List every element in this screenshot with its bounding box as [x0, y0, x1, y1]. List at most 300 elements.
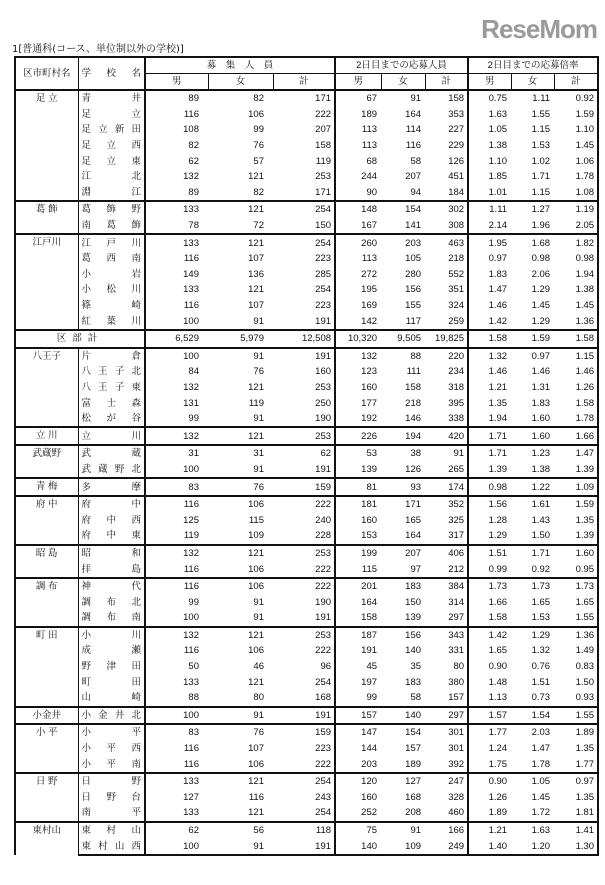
- header-female: 女: [381, 74, 425, 91]
- recruit-male-cell: 131: [183, 397, 199, 409]
- applicants-female-cell: 139: [405, 612, 422, 624]
- ward-name: 八王子: [15, 348, 78, 428]
- recruit-female-cell: 121: [208, 545, 273, 562]
- applicants-male-cell: 157: [335, 707, 381, 725]
- ratio-female-cell: 1.78: [531, 758, 551, 770]
- ward-name: 葛 飾: [15, 201, 78, 234]
- header-male: 男: [335, 74, 381, 91]
- applicants-female-cell: 117: [405, 315, 422, 327]
- applicants-total-cell: 301: [425, 741, 468, 757]
- ratio-total-cell: 1.19: [554, 201, 598, 218]
- applicants-total-cell: 227: [425, 122, 468, 138]
- recruit-male-cell: 83: [145, 724, 208, 741]
- ratio-male-cell: 1.73: [468, 578, 511, 595]
- table-row: [15, 282, 598, 298]
- applicants-male-cell: 195: [361, 284, 378, 296]
- applicants-male-cell: 181: [335, 496, 381, 513]
- applicants-male-cell: 113: [361, 124, 378, 136]
- applicants-male-cell: 153: [361, 530, 378, 542]
- table-row: [15, 298, 598, 314]
- applicants-male-cell: 160: [361, 381, 378, 393]
- recruit-female-cell: 121: [208, 234, 273, 251]
- ratio-male-cell: 1.21: [488, 381, 508, 393]
- recruit-female-cell: 121: [248, 171, 264, 183]
- ratio-total-cell: 0.98: [554, 251, 598, 267]
- ratio-total-cell: 0.97: [554, 773, 598, 790]
- recruit-female-cell: 91: [208, 838, 273, 855]
- recruit-female-cell: 80: [253, 692, 264, 704]
- applicants-female-cell: 157: [405, 743, 422, 755]
- recruit-total-cell: 222: [273, 107, 335, 123]
- recruit-total-cell: 253: [273, 427, 335, 445]
- applicants-female-cell: 156: [381, 627, 425, 644]
- table-row: [15, 594, 598, 610]
- header-total: 計: [554, 74, 598, 91]
- table-row: [15, 790, 598, 806]
- applicants-female-cell: 171: [381, 496, 425, 513]
- recruit-male-cell: 78: [188, 220, 199, 232]
- school-name: 富士森: [78, 395, 145, 411]
- ward-name: 調 布: [15, 578, 78, 627]
- recruit-male-cell: 82: [188, 140, 199, 152]
- school-name: 紅葉川: [78, 313, 145, 330]
- table-row: [15, 169, 598, 185]
- table-row: [15, 756, 598, 773]
- applicants-total-cell: 301: [425, 724, 468, 741]
- recruit-total-cell: 222: [273, 643, 335, 659]
- ratio-total-cell: 1.81: [554, 805, 598, 822]
- ratio-male-cell: 1.58: [488, 612, 508, 624]
- table-row: [15, 578, 598, 595]
- recruit-total-cell: 254: [273, 674, 335, 690]
- recruit-male-cell: 6,529: [145, 330, 208, 348]
- applicants-female-cell: 140: [405, 645, 422, 657]
- recruit-total-cell: 191: [273, 313, 335, 330]
- applicants-female-cell: 127: [381, 773, 425, 790]
- ward-name: 足 立: [15, 90, 78, 201]
- ratio-male-cell: 0.75: [468, 90, 511, 107]
- ratio-male-cell: 1.13: [488, 692, 508, 704]
- recruit-female-cell: 82: [253, 186, 264, 198]
- recruit-female-cell: 136: [248, 268, 264, 280]
- recruit-female-cell: 106: [208, 496, 273, 513]
- applicants-total-cell: 212: [425, 561, 468, 578]
- school-name: 南平: [78, 805, 145, 822]
- applicants-male-cell: 160: [361, 791, 378, 803]
- ratio-total-cell: 0.95: [554, 561, 598, 578]
- recruit-female-cell: 116: [248, 791, 264, 803]
- recruit-female-cell: 82: [208, 90, 273, 107]
- applicants-female-cell: 114: [405, 124, 422, 136]
- applicants-male-cell: 189: [361, 108, 378, 120]
- applicants-female-cell: 156: [405, 284, 422, 296]
- ratio-total-cell: 1.47: [554, 445, 598, 462]
- applicants-total-cell: 392: [425, 756, 468, 773]
- recruit-female-cell: 72: [253, 220, 264, 232]
- applicants-female-cell: 155: [405, 300, 422, 312]
- applicants-total-cell: 331: [425, 643, 468, 659]
- school-name: 調布北: [78, 594, 145, 610]
- applicants-male-cell: 142: [361, 315, 378, 327]
- table-row: [15, 610, 598, 627]
- ratio-total-cell: 1.08: [554, 185, 598, 202]
- recruit-female-cell: 119: [248, 397, 264, 409]
- ratio-male-cell: 1.47: [488, 284, 508, 296]
- recruit-male-cell: 50: [188, 661, 199, 673]
- ratio-male-cell: 1.48: [488, 676, 508, 688]
- recruit-total-cell: 150: [273, 218, 335, 235]
- school-name: 足立東: [78, 153, 145, 169]
- ratio-female-cell: 1.15: [531, 124, 551, 136]
- applicants-total-cell: 265: [425, 462, 468, 479]
- applicants-total-cell: 174: [425, 478, 468, 496]
- ratio-total-cell: 1.94: [554, 267, 598, 283]
- school-name: 葛飾野: [78, 201, 145, 218]
- recruit-female-cell: 76: [253, 366, 264, 378]
- table-row: [15, 218, 598, 235]
- ratio-male-cell: 1.39: [488, 463, 508, 475]
- applicants-female-cell: 93: [381, 478, 425, 496]
- ratio-female-cell: 1.54: [511, 707, 554, 725]
- ratio-female-cell: 1.68: [511, 234, 554, 251]
- ratio-male-cell: 1.58: [468, 330, 511, 348]
- applicants-total-cell: 247: [425, 773, 468, 790]
- recruit-female-cell: 76: [253, 140, 264, 152]
- applicants-female-cell: 126: [405, 463, 422, 475]
- ratio-total-cell: 1.45: [554, 298, 598, 314]
- header-male: 男: [468, 74, 511, 91]
- ratio-female-cell: 1.63: [511, 822, 554, 839]
- recruit-male-cell: 100: [145, 707, 208, 725]
- school-name: 松が谷: [78, 411, 145, 428]
- table-row: [15, 462, 598, 479]
- header-total: 計: [425, 74, 468, 91]
- ratio-total-cell: 1.55: [554, 707, 598, 725]
- applicants-male-cell: 140: [335, 838, 381, 855]
- applicants-female-cell: 9,505: [381, 330, 425, 348]
- recruit-total-cell: 191: [273, 348, 335, 365]
- applicants-female-cell: 154: [381, 724, 425, 741]
- ratio-total-cell: 1.89: [554, 724, 598, 741]
- ratio-total-cell: 1.35: [554, 741, 598, 757]
- recruit-total-cell: 253: [273, 627, 335, 644]
- table-row: [15, 528, 598, 545]
- applicants-female-cell: 35: [410, 661, 422, 673]
- recruit-male-cell: 132: [183, 381, 199, 393]
- applicants-female-cell: 168: [405, 791, 422, 803]
- ratio-female-cell: 1.46: [531, 366, 551, 378]
- table-row: [15, 674, 598, 690]
- ratio-male-cell: 1.26: [488, 791, 508, 803]
- recruit-male-cell: 133: [183, 676, 199, 688]
- ratio-male-cell: 1.56: [468, 496, 511, 513]
- school-name: 足立西: [78, 138, 145, 154]
- ratio-total-cell: 1.35: [554, 512, 598, 528]
- ratio-total-cell: 1.60: [554, 545, 598, 562]
- ratio-female-cell: 1.53: [531, 140, 551, 152]
- header-ward: 区市町村名: [15, 57, 78, 90]
- recruit-male-cell: 116: [183, 300, 199, 312]
- ratio-female-cell: 1.45: [531, 791, 551, 803]
- recruit-female-cell: 91: [208, 348, 273, 365]
- recruit-female-cell: 106: [248, 758, 264, 770]
- recruit-female-cell: 109: [248, 530, 264, 542]
- header-female: 女: [208, 74, 273, 91]
- applicants-male-cell: 158: [361, 612, 378, 624]
- applicants-total-cell: 314: [425, 594, 468, 610]
- applicants-female-cell: 150: [405, 596, 422, 608]
- recruit-male-cell: 149: [183, 268, 199, 280]
- school-name: 八王子東: [78, 380, 145, 396]
- applicants-female-cell: 116: [405, 140, 422, 152]
- ward-name: 青 梅: [15, 478, 78, 496]
- ratio-male-cell: 0.99: [488, 563, 508, 575]
- ratio-total-cell: 1.55: [554, 610, 598, 627]
- table-row: [15, 122, 598, 138]
- applicants-total-cell: 308: [425, 218, 468, 235]
- ratio-male-cell: 1.42: [468, 627, 511, 644]
- recruit-male-cell: 100: [145, 348, 208, 365]
- table-row: [15, 741, 598, 757]
- ratio-female-cell: 0.92: [531, 563, 551, 575]
- ward-name: 立 川: [15, 427, 78, 445]
- table-row: [15, 90, 598, 107]
- school-name: 小平: [78, 724, 145, 741]
- header-school: 学 校 名: [78, 57, 145, 90]
- ratio-male-cell: 1.35: [488, 397, 508, 409]
- recruit-female-cell: 107: [248, 253, 264, 265]
- recruit-total-cell: 254: [273, 201, 335, 218]
- school-name: 八王子北: [78, 364, 145, 380]
- table-row: [15, 395, 598, 411]
- recruit-total-cell: 223: [273, 741, 335, 757]
- recruit-total-cell: 171: [273, 185, 335, 202]
- recruit-female-cell: 91: [253, 315, 264, 327]
- school-name: 片倉: [78, 348, 145, 365]
- applicants-total-cell: 325: [425, 512, 468, 528]
- recruit-male-cell: 132: [145, 627, 208, 644]
- recruit-total-cell: 223: [273, 251, 335, 267]
- applicants-male-cell: 53: [335, 445, 381, 462]
- school-name: 篠崎: [78, 298, 145, 314]
- applicants-total-cell: 318: [425, 380, 468, 396]
- recruit-male-cell: 62: [188, 155, 199, 167]
- applicants-total-cell: 158: [425, 90, 468, 107]
- school-name: 調布南: [78, 610, 145, 627]
- applicants-male-cell: 68: [366, 155, 378, 167]
- table-row: [15, 267, 598, 283]
- recruit-total-cell: 228: [273, 528, 335, 545]
- applicants-total-cell: 157: [425, 690, 468, 707]
- applicants-female-cell: 88: [381, 348, 425, 365]
- applicants-female-cell: 183: [405, 676, 422, 688]
- ward-name: 小 平: [15, 724, 78, 773]
- applicants-female-cell: 189: [405, 758, 422, 770]
- applicant-table: [14, 56, 599, 856]
- ratio-total-cell: 0.93: [554, 690, 598, 707]
- ratio-male-cell: 1.85: [488, 171, 508, 183]
- applicants-total-cell: 297: [425, 707, 468, 725]
- applicants-total-cell: 552: [425, 267, 468, 283]
- applicants-female-cell: 194: [381, 427, 425, 445]
- applicants-total-cell: 328: [425, 790, 468, 806]
- applicants-total-cell: 218: [425, 251, 468, 267]
- recruit-total-cell: 222: [273, 756, 335, 773]
- school-name: 多摩: [78, 478, 145, 496]
- recruit-total-cell: 254: [273, 234, 335, 251]
- recruit-total-cell: 253: [273, 380, 335, 396]
- applicants-male-cell: 115: [361, 563, 378, 575]
- applicants-total-cell: 451: [425, 169, 468, 185]
- ratio-female-cell: 1.96: [531, 220, 551, 232]
- recruit-male-cell: 89: [145, 90, 208, 107]
- applicants-male-cell: 132: [335, 348, 381, 365]
- ward-name: 日 野: [15, 773, 78, 822]
- recruit-male-cell: 83: [145, 478, 208, 496]
- ratio-total-cell: 1.26: [554, 380, 598, 396]
- recruit-male-cell: 116: [145, 496, 208, 513]
- recruit-total-cell: 160: [273, 364, 335, 380]
- ratio-total-cell: 0.83: [554, 659, 598, 675]
- ward-name: 小金井: [15, 707, 78, 725]
- ratio-female-cell: 1.83: [531, 397, 551, 409]
- ratio-male-cell: 1.94: [488, 413, 508, 425]
- applicants-male-cell: 120: [335, 773, 381, 790]
- applicants-total-cell: 317: [425, 528, 468, 545]
- ward-name: 武蔵野: [15, 445, 78, 478]
- ratio-male-cell: 1.42: [488, 315, 508, 327]
- applicants-male-cell: 252: [361, 807, 378, 819]
- recruit-male-cell: 132: [145, 545, 208, 562]
- recruit-female-cell: 106: [248, 108, 264, 120]
- applicants-female-cell: 203: [381, 234, 425, 251]
- recruit-total-cell: 191: [273, 462, 335, 479]
- recruit-total-cell: 159: [273, 478, 335, 496]
- header-ratio: 2日目までの応募倍率: [468, 57, 598, 74]
- recruit-female-cell: 121: [208, 201, 273, 218]
- recruit-male-cell: 116: [183, 563, 199, 575]
- recruit-total-cell: 119: [273, 153, 335, 169]
- table-body: [15, 90, 598, 855]
- applicants-female-cell: 111: [406, 366, 422, 378]
- ratio-female-cell: 1.60: [511, 427, 554, 445]
- recruit-male-cell: 125: [183, 514, 199, 526]
- applicants-male-cell: 90: [366, 186, 378, 198]
- applicants-male-cell: 203: [361, 758, 378, 770]
- applicants-male-cell: 148: [335, 201, 381, 218]
- recruit-male-cell: 100: [183, 315, 199, 327]
- ratio-female-cell: 1.38: [531, 463, 551, 475]
- applicants-female-cell: 94: [410, 186, 422, 198]
- school-name: 小川: [78, 627, 145, 644]
- applicants-female-cell: 218: [405, 397, 422, 409]
- recruit-female-cell: 57: [253, 155, 264, 167]
- ratio-female-cell: 1.47: [531, 743, 551, 755]
- recruit-total-cell: 190: [273, 411, 335, 428]
- applicants-female-cell: 91: [381, 90, 425, 107]
- applicants-total-cell: 460: [425, 805, 468, 822]
- school-name: 府中: [78, 496, 145, 513]
- recruit-female-cell: 107: [248, 743, 264, 755]
- applicants-male-cell: 67: [335, 90, 381, 107]
- header-female: 女: [511, 74, 554, 91]
- ratio-total-cell: 1.46: [554, 364, 598, 380]
- school-name: 武蔵野北: [78, 462, 145, 479]
- table-row: [15, 512, 598, 528]
- table-row: [15, 838, 598, 855]
- table-row: [15, 707, 598, 725]
- header-total: 計: [273, 74, 335, 91]
- applicants-female-cell: 38: [381, 445, 425, 462]
- ratio-total-cell: 1.06: [554, 153, 598, 169]
- recruit-male-cell: 84: [188, 366, 199, 378]
- recruit-male-cell: 62: [145, 822, 208, 839]
- ratio-male-cell: 0.97: [488, 253, 508, 265]
- table-row: [15, 445, 598, 462]
- ratio-total-cell: 1.73: [554, 578, 598, 595]
- recruit-total-cell: 243: [273, 790, 335, 806]
- ratio-total-cell: 1.50: [554, 674, 598, 690]
- applicants-male-cell: 113: [361, 253, 378, 265]
- recruit-female-cell: 76: [208, 724, 273, 741]
- school-name: 昭和: [78, 545, 145, 562]
- total-row: [15, 330, 598, 348]
- recruit-male-cell: 132: [183, 171, 199, 183]
- school-name: 江北: [78, 169, 145, 185]
- school-name: 足立: [78, 107, 145, 123]
- applicants-female-cell: 58: [410, 692, 422, 704]
- school-name: 東村山西: [78, 838, 145, 855]
- applicants-total-cell: 19,825: [425, 330, 468, 348]
- ratio-female-cell: 0.76: [531, 661, 551, 673]
- table-title: 1[普通科(コース、単位制以外の学校)]: [12, 44, 184, 55]
- recruit-total-cell: 96: [273, 659, 335, 675]
- ratio-female-cell: 1.23: [511, 445, 554, 462]
- applicants-total-cell: 353: [425, 107, 468, 123]
- ratio-male-cell: 1.75: [488, 758, 508, 770]
- table-row: [15, 822, 598, 839]
- recruit-female-cell: 121: [248, 807, 264, 819]
- ratio-male-cell: 1.89: [488, 807, 508, 819]
- school-name: 府中西: [78, 512, 145, 528]
- recruit-female-cell: 115: [248, 514, 264, 526]
- table-row: [15, 348, 598, 365]
- ratio-female-cell: 1.22: [511, 478, 554, 496]
- ratio-male-cell: 1.29: [488, 530, 508, 542]
- recruit-female-cell: 106: [248, 645, 264, 657]
- ratio-total-cell: 1.39: [554, 462, 598, 479]
- table-row: [15, 643, 598, 659]
- ratio-female-cell: 1.72: [531, 807, 551, 819]
- ratio-female-cell: 1.43: [531, 514, 551, 526]
- applicants-male-cell: 99: [366, 692, 378, 704]
- recruit-total-cell: 285: [273, 267, 335, 283]
- ratio-male-cell: 1.95: [468, 234, 511, 251]
- recruit-total-cell: 191: [273, 838, 335, 855]
- ward-name: 東村山: [15, 822, 78, 855]
- ratio-total-cell: 1.45: [554, 138, 598, 154]
- applicants-male-cell: 75: [335, 822, 381, 839]
- school-name: 成瀬: [78, 643, 145, 659]
- ward-name: 区部計: [15, 330, 145, 348]
- applicants-male-cell: 81: [335, 478, 381, 496]
- applicants-male-cell: 167: [361, 220, 378, 232]
- applicants-total-cell: 420: [425, 427, 468, 445]
- recruit-female-cell: 91: [253, 413, 264, 425]
- ratio-female-cell: 1.71: [531, 171, 551, 183]
- applicants-total-cell: 297: [425, 610, 468, 627]
- recruit-female-cell: 91: [253, 612, 264, 624]
